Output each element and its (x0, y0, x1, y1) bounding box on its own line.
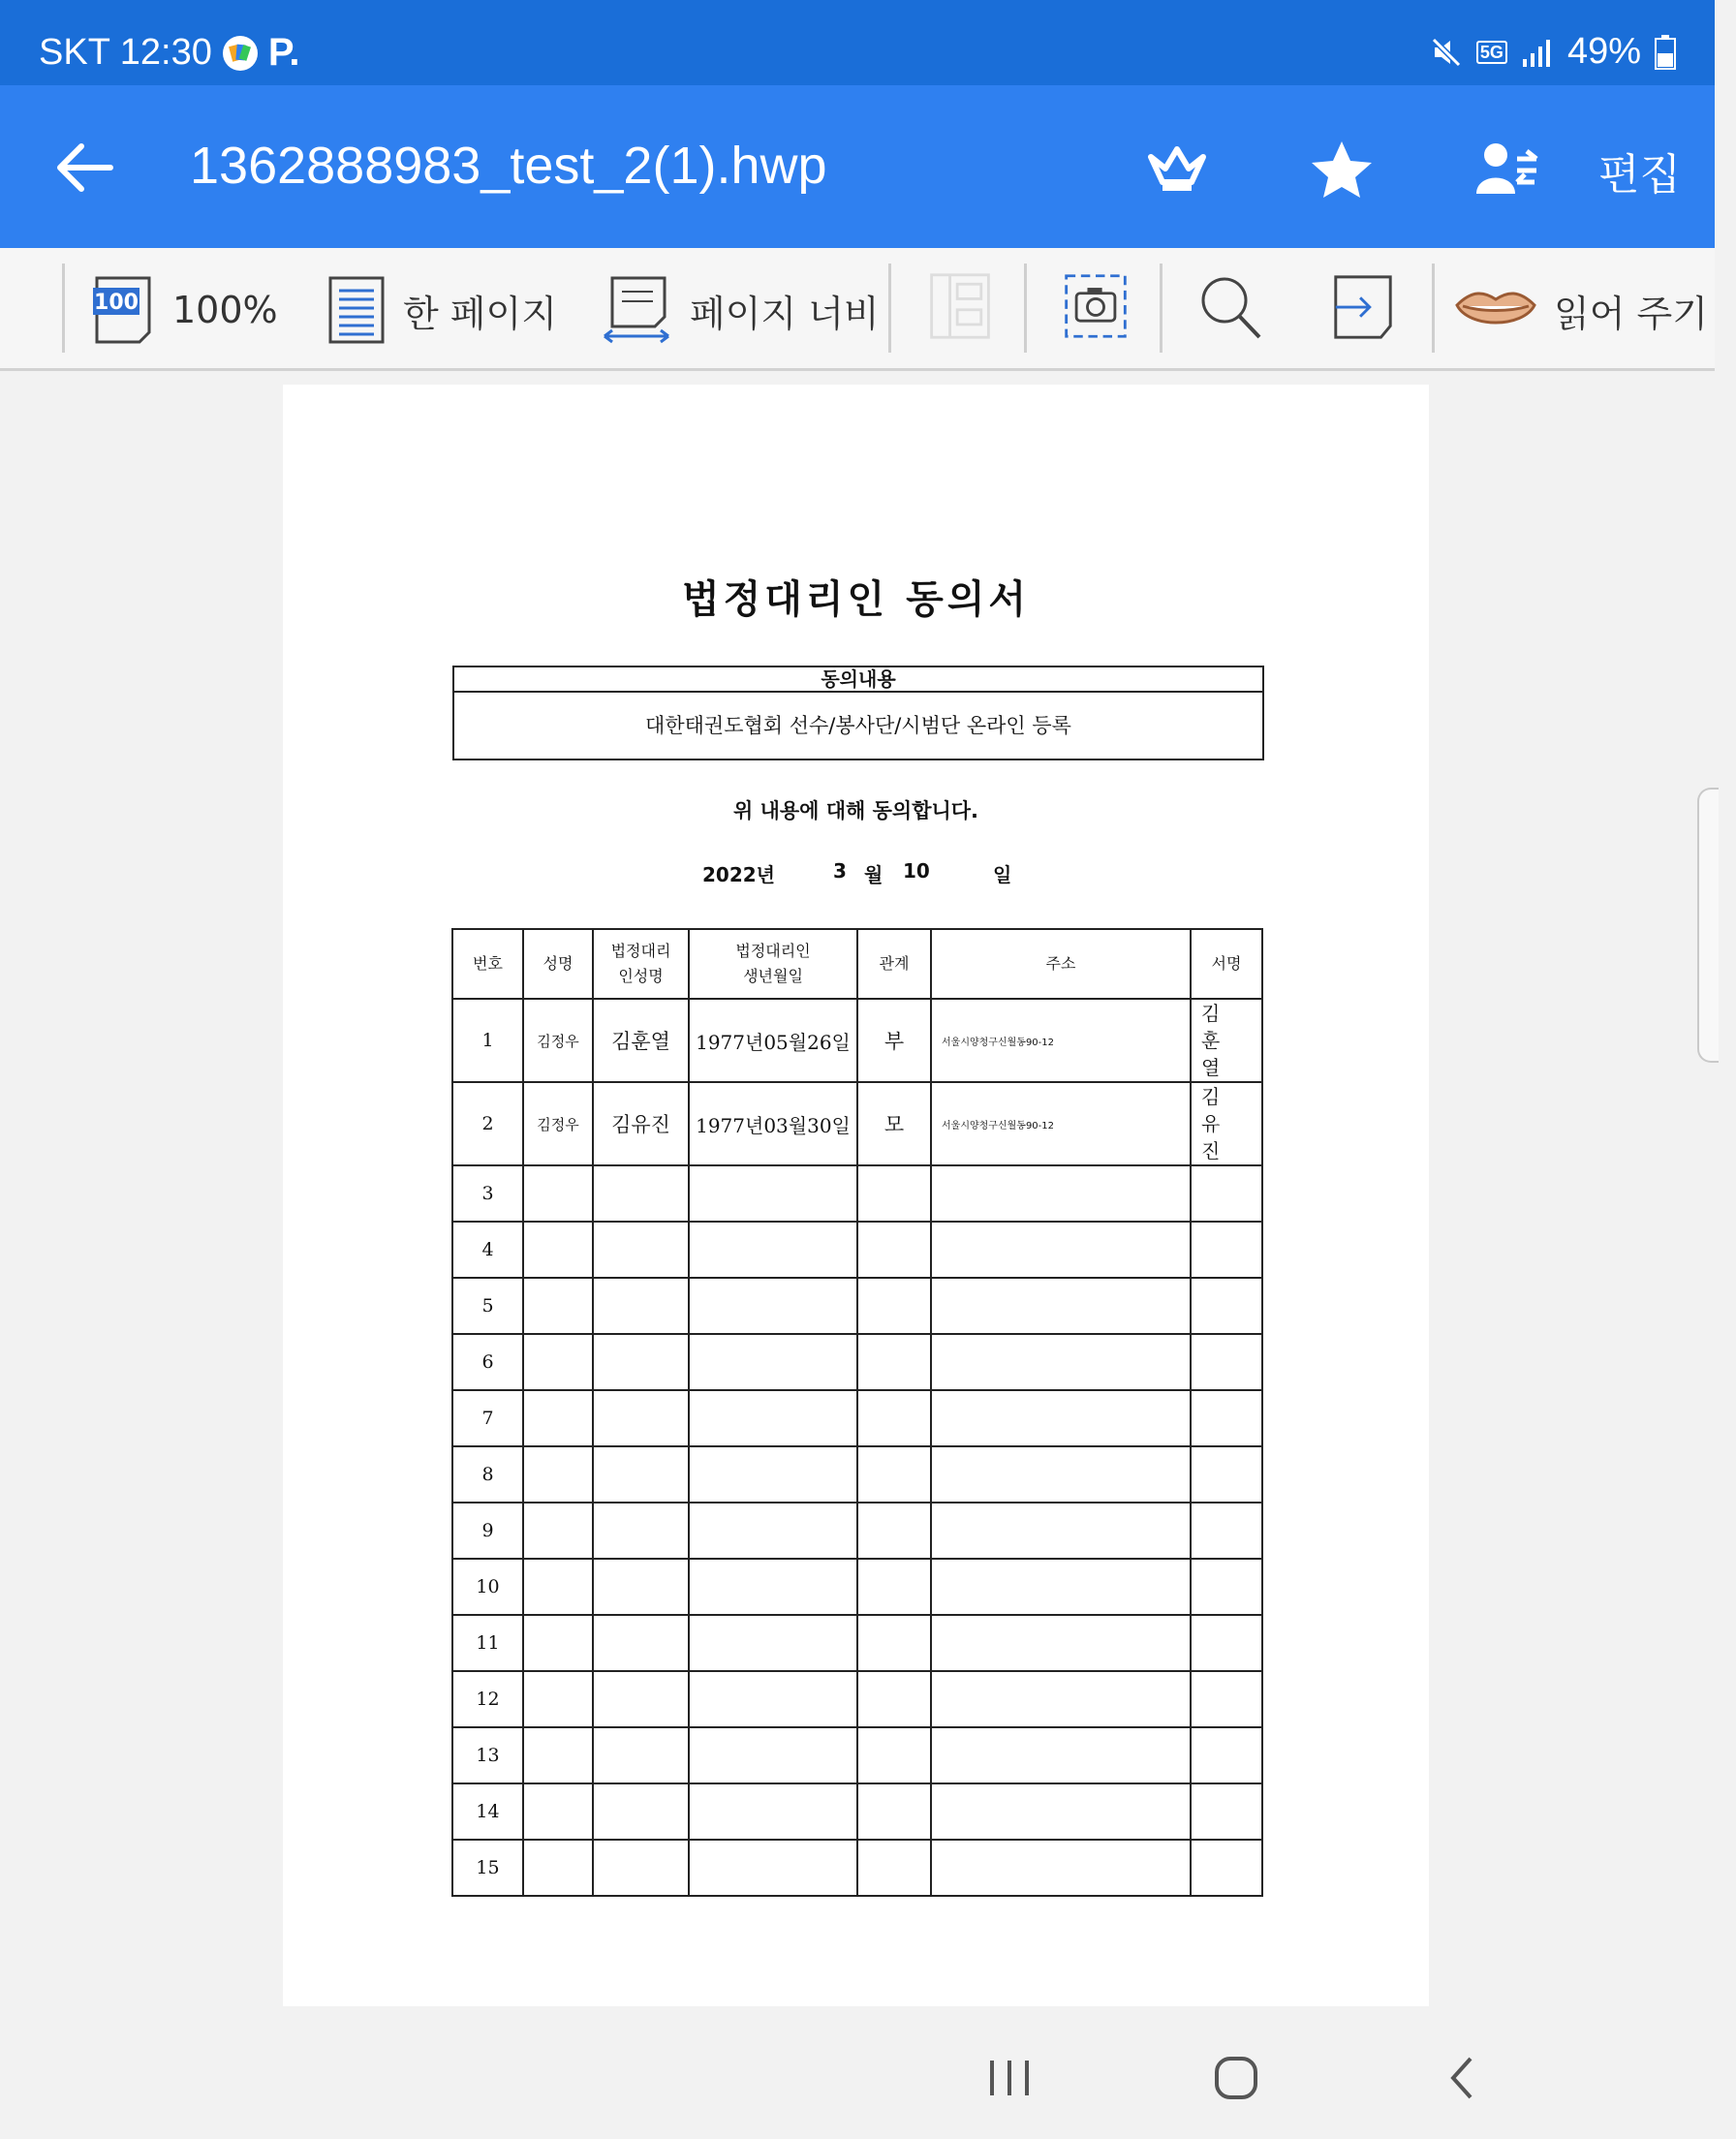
header-guardian-birth: 법정대리인생년월일 (689, 929, 857, 999)
row-signature (1191, 1390, 1262, 1446)
toolbar-separator (888, 264, 891, 353)
row-relation (857, 1503, 931, 1559)
header-address: 주소 (931, 929, 1191, 999)
row-guardian-name (593, 1783, 689, 1840)
header-relation: 관계 (857, 929, 931, 999)
row-name (523, 1222, 593, 1278)
row-number: 9 (452, 1503, 523, 1559)
row-guardian-birth (689, 1503, 857, 1559)
read-aloud-button[interactable] (1455, 275, 1708, 345)
table-row (452, 1278, 1262, 1334)
row-signature (1191, 1165, 1262, 1222)
document-page (283, 385, 1429, 2006)
consent-header: 동의내용 (454, 667, 1262, 693)
row-guardian-birth (689, 1671, 857, 1727)
header-signature: 서명 (1191, 929, 1262, 999)
row-guardian-birth: 1977년05월26일 (689, 999, 857, 1082)
table-row (452, 1671, 1262, 1727)
row-name (523, 1278, 593, 1334)
toolbar-separator (1024, 264, 1027, 353)
row-relation (857, 1783, 931, 1840)
consent-content: 대한태권도협회 선수/봉사단/시범단 온라인 등록 (645, 714, 1071, 737)
header-guardian-name: 법정대리인성명 (593, 929, 689, 999)
row-guardian-name (593, 1840, 689, 1896)
table-row (452, 1082, 1262, 1165)
row-signature: 김훈열 (1191, 999, 1262, 1082)
dual-page-icon (926, 271, 994, 341)
table-row (452, 1783, 1262, 1840)
row-address: 서울시양청구신월동90-12 (931, 1082, 1191, 1165)
zoom-icon-text: 100 (94, 291, 139, 315)
edit-button[interactable]: 편집 (1598, 150, 1682, 200)
row-relation (857, 1615, 931, 1671)
page-width-button[interactable] (601, 275, 880, 345)
row-number: 12 (452, 1671, 523, 1727)
row-name (523, 1390, 593, 1446)
document-title: 1362888983_test_2(1).hwp (190, 137, 827, 195)
home-icon[interactable] (1207, 2049, 1265, 2107)
row-signature (1191, 1559, 1262, 1615)
row-number: 1 (452, 999, 523, 1082)
row-guardian-birth (689, 1165, 857, 1222)
toolbar-separator (1160, 264, 1162, 353)
row-guardian-name (593, 1671, 689, 1727)
row-signature (1191, 1783, 1262, 1840)
row-relation: 모 (857, 1082, 931, 1165)
row-guardian-name (593, 1334, 689, 1390)
network-type: 5G (1476, 41, 1507, 64)
page-width-label: 페이지 너비 (690, 292, 880, 335)
viewer-toolbar (0, 248, 1715, 371)
document-viewport[interactable] (0, 371, 1715, 2020)
toolbar-separator (62, 264, 65, 353)
row-address (931, 1559, 1191, 1615)
row-number: 10 (452, 1559, 523, 1615)
row-signature (1191, 1446, 1262, 1503)
row-address (931, 1222, 1191, 1278)
guardian-table (451, 928, 1263, 1897)
row-guardian-name (593, 1222, 689, 1278)
row-number: 4 (452, 1222, 523, 1278)
table-row (452, 1222, 1262, 1278)
row-number: 15 (452, 1840, 523, 1896)
row-guardian-name (593, 1559, 689, 1615)
row-name (523, 1446, 593, 1503)
table-row (452, 1334, 1262, 1390)
row-signature (1191, 1222, 1262, 1278)
status-bar (0, 0, 1715, 85)
row-name (523, 1783, 593, 1840)
row-guardian-name (593, 1727, 689, 1783)
row-guardian-birth (689, 1390, 857, 1446)
date-day-label: 일 (993, 863, 1012, 886)
mute-icon (1430, 36, 1463, 69)
row-relation (857, 1222, 931, 1278)
row-signature (1191, 1727, 1262, 1783)
row-number: 2 (452, 1082, 523, 1165)
zoom-100-icon (91, 274, 155, 346)
row-guardian-birth (689, 1334, 857, 1390)
system-nav-bar (0, 2020, 1715, 2139)
consent-form-title: 법정대리인 동의서 (681, 577, 1031, 622)
row-address (931, 1727, 1191, 1783)
date-year: 2022년 (702, 863, 775, 886)
page-width-icon (601, 274, 672, 346)
zoom-label: 100% (172, 289, 278, 331)
row-address (931, 1390, 1191, 1446)
row-name: 김정우 (523, 999, 593, 1082)
battery-icon (1655, 35, 1676, 70)
table-row (452, 1727, 1262, 1783)
row-name: 김정우 (523, 1082, 593, 1165)
share-user-icon[interactable] (1472, 136, 1540, 203)
row-address (931, 1334, 1191, 1390)
row-signature (1191, 1503, 1262, 1559)
row-relation (857, 1278, 931, 1334)
row-name (523, 1559, 593, 1615)
row-relation (857, 1390, 931, 1446)
row-guardian-birth (689, 1559, 857, 1615)
row-address (931, 1671, 1191, 1727)
header-name: 성명 (523, 929, 593, 999)
row-number: 8 (452, 1446, 523, 1503)
row-guardian-birth (689, 1278, 857, 1334)
row-address: 서울시양청구신월동90-12 (931, 999, 1191, 1082)
row-number: 11 (452, 1615, 523, 1671)
row-relation (857, 1165, 931, 1222)
row-relation: 부 (857, 999, 931, 1082)
row-number: 6 (452, 1334, 523, 1390)
table-row (452, 1390, 1262, 1446)
row-guardian-name (593, 1165, 689, 1222)
row-relation (857, 1671, 931, 1727)
date-month-label: 월 (864, 863, 884, 886)
app-notification-icon (222, 35, 259, 72)
back-arrow-icon[interactable] (50, 134, 118, 202)
row-address (931, 1615, 1191, 1671)
row-number: 7 (452, 1390, 523, 1446)
one-page-icon (327, 275, 386, 345)
p-label: P. (267, 31, 300, 74)
row-relation (857, 1840, 931, 1896)
table-row (452, 1615, 1262, 1671)
row-relation (857, 1559, 931, 1615)
zoom-100-button[interactable] (91, 275, 278, 345)
consent-content-box (452, 666, 1264, 760)
row-address (931, 1165, 1191, 1222)
row-guardian-birth (689, 1783, 857, 1840)
scroll-handle[interactable] (1697, 788, 1719, 1063)
back-nav-icon[interactable] (1434, 2049, 1492, 2107)
recent-apps-icon[interactable] (980, 2049, 1038, 2107)
date-month-number: 3 (833, 859, 847, 883)
row-guardian-name (593, 1390, 689, 1446)
row-relation (857, 1727, 931, 1783)
row-guardian-name (593, 1278, 689, 1334)
table-row (452, 1840, 1262, 1896)
row-number: 5 (452, 1278, 523, 1334)
row-signature: 김유진 (1191, 1082, 1262, 1165)
row-relation (857, 1446, 931, 1503)
carrier-time: SKT 12:30 (39, 32, 212, 73)
row-signature (1191, 1615, 1262, 1671)
row-address (931, 1783, 1191, 1840)
row-guardian-birth (689, 1222, 857, 1278)
row-signature (1191, 1278, 1262, 1334)
search-icon[interactable] (1197, 273, 1265, 343)
crown-icon[interactable] (1143, 136, 1211, 203)
row-guardian-birth (689, 1615, 857, 1671)
row-guardian-name (593, 1503, 689, 1559)
row-name (523, 1671, 593, 1727)
table-row (452, 1165, 1262, 1222)
row-guardian-name (593, 1446, 689, 1503)
goto-page-icon[interactable] (1329, 273, 1397, 343)
row-number: 14 (452, 1783, 523, 1840)
one-page-button[interactable] (327, 275, 557, 345)
row-name (523, 1615, 593, 1671)
table-header-row (452, 929, 1262, 999)
row-relation (857, 1334, 931, 1390)
row-guardian-birth: 1977년03월30일 (689, 1082, 857, 1165)
row-guardian-name: 김유진 (593, 1082, 689, 1165)
agree-statement: 위 내용에 대해 동의합니다. (732, 799, 979, 822)
header-number: 번호 (452, 929, 523, 999)
row-signature (1191, 1334, 1262, 1390)
row-guardian-name: 김훈열 (593, 999, 689, 1082)
one-page-label: 한 페이지 (403, 292, 557, 335)
row-name (523, 1503, 593, 1559)
star-icon[interactable] (1308, 136, 1376, 203)
row-number: 3 (452, 1165, 523, 1222)
read-aloud-label: 읽어 주기 (1554, 292, 1708, 335)
row-name (523, 1165, 593, 1222)
row-address (931, 1840, 1191, 1896)
row-signature (1191, 1671, 1262, 1727)
row-guardian-name (593, 1615, 689, 1671)
battery-percent: 49% (1566, 31, 1641, 72)
screenshot-camera-icon[interactable] (1062, 271, 1130, 341)
signal-icon (1521, 38, 1554, 67)
row-name (523, 1840, 593, 1896)
row-guardian-birth (689, 1727, 857, 1783)
row-signature (1191, 1840, 1262, 1896)
table-row (452, 1503, 1262, 1559)
row-address (931, 1446, 1191, 1503)
table-row (452, 1559, 1262, 1615)
row-guardian-birth (689, 1840, 857, 1896)
lips-icon (1455, 286, 1536, 334)
row-number: 13 (452, 1727, 523, 1783)
row-address (931, 1278, 1191, 1334)
row-address (931, 1503, 1191, 1559)
date-day-number: 10 (903, 859, 930, 883)
app-bar (0, 85, 1715, 248)
row-name (523, 1334, 593, 1390)
table-row (452, 999, 1262, 1082)
toolbar-separator (1432, 264, 1435, 353)
row-guardian-birth (689, 1446, 857, 1503)
table-row (452, 1446, 1262, 1503)
row-name (523, 1727, 593, 1783)
